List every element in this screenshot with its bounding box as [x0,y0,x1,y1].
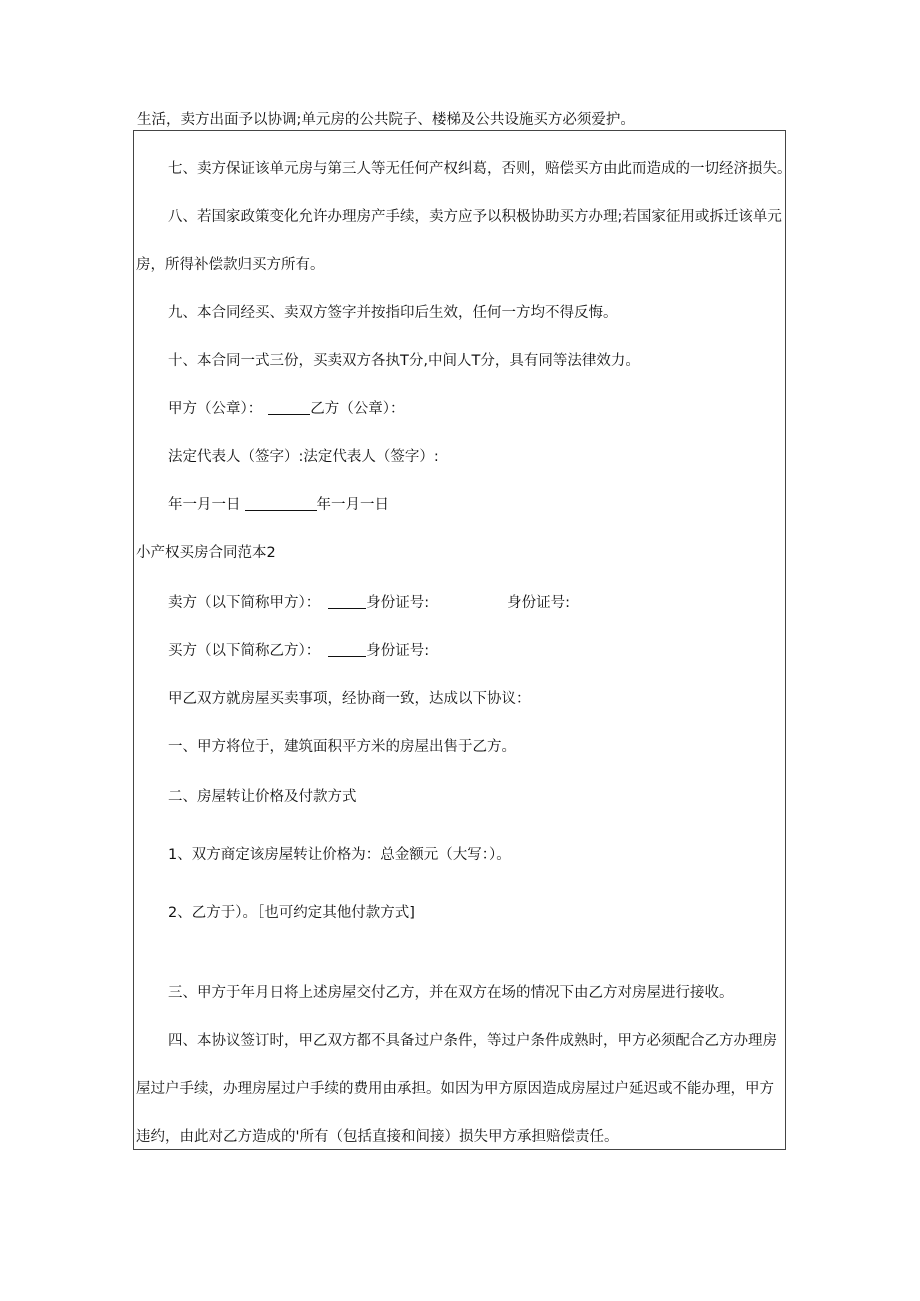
clause-8-line-2: 房，所得补偿款归买方所有。 [136,257,325,273]
seal-line [168,399,405,419]
party-b-rep-label: 法定代表人（签字）: [303,449,439,465]
item-2-1: 1、双方商定该房屋转让价格为：总金额元（大写：）。 [168,847,511,863]
party-a-seal-label: 甲方（公章）： [168,401,263,417]
item-2-2: 2、乙方于）。［也可约定其他付款方式] [168,905,415,921]
section-heading: 小产权买房合同范本2 [136,545,276,561]
date-line [168,495,389,515]
buyer-line [168,641,429,661]
continued-text-line: 生活，卖方出面予以协调;单元房的公共院子、楼梯及公共设施买方必须爱护。 [137,112,635,128]
date-blank [245,496,317,511]
party-a-rep-label: 法定代表人（签字）: [168,449,304,465]
item-4-line-3: 违约，由此对乙方造成的'所有（包括直接和间接）损失甲方承担赔偿责任。 [136,1129,619,1145]
buyer-blank [328,642,366,657]
contract-box [133,130,792,1150]
clause-9: 九、本合同经买、卖双方签字并按指印后生效，任何一方均不得反悔。 [168,305,618,321]
party-b-date: 年一月一日 [316,497,389,513]
seller-id-label: 身份证号: [366,595,430,611]
item-4-line-1: 四、本协议签订时，甲乙双方都不具备过户条件，等过户条件成熟时，甲方必须配合乙方办理房 [168,1033,777,1049]
seller-blank [328,594,366,609]
buyer-label: 买方（以下简称乙方）： [168,643,321,659]
clause-10: 十、本合同一式三份，买卖双方各执T分,中间人T分，具有同等法律效力。 [168,353,640,369]
item-2: 二、房屋转让价格及付款方式 [168,789,357,805]
buyer-id-label: 身份证号: [366,643,430,659]
clause-8-line-1: 八、若国家政策变化允许办理房产手续，卖方应予以积极协助买方办理;若国家征用或拆迁该单元 [168,209,782,225]
seller-line [168,593,570,613]
party-a-date: 年一月一日 [168,497,241,513]
item-4-line-2: 屋过户手续，办理房屋过户手续的费用由承担。如因为甲方原因造成房屋过户延迟或不能办理，甲方 [136,1081,774,1097]
item-3: 三、甲方于年月日将上述房屋交付乙方，并在双方在场的情况下由乙方对房屋进行接收。 [168,985,734,1001]
item-1: 一、甲方将位于，建筑面积平方米的房屋出售于乙方。 [168,739,516,755]
legal-rep-line [168,447,439,467]
party-b-seal-label: 乙方（公章）： [310,401,405,417]
agreement-intro: 甲乙双方就房屋买卖事项，经协商一致，达成以下协议： [168,691,531,707]
seller-id-label-2: 身份证号: [507,595,571,611]
seller-label: 卖方（以下简称甲方）： [168,595,321,611]
party-a-seal-blank [268,400,310,415]
clause-7: 七、卖方保证该单元房与第三人等无任何产权纠葛，否则，赔偿买方由此而造成的一切经济损失。 [168,161,792,177]
